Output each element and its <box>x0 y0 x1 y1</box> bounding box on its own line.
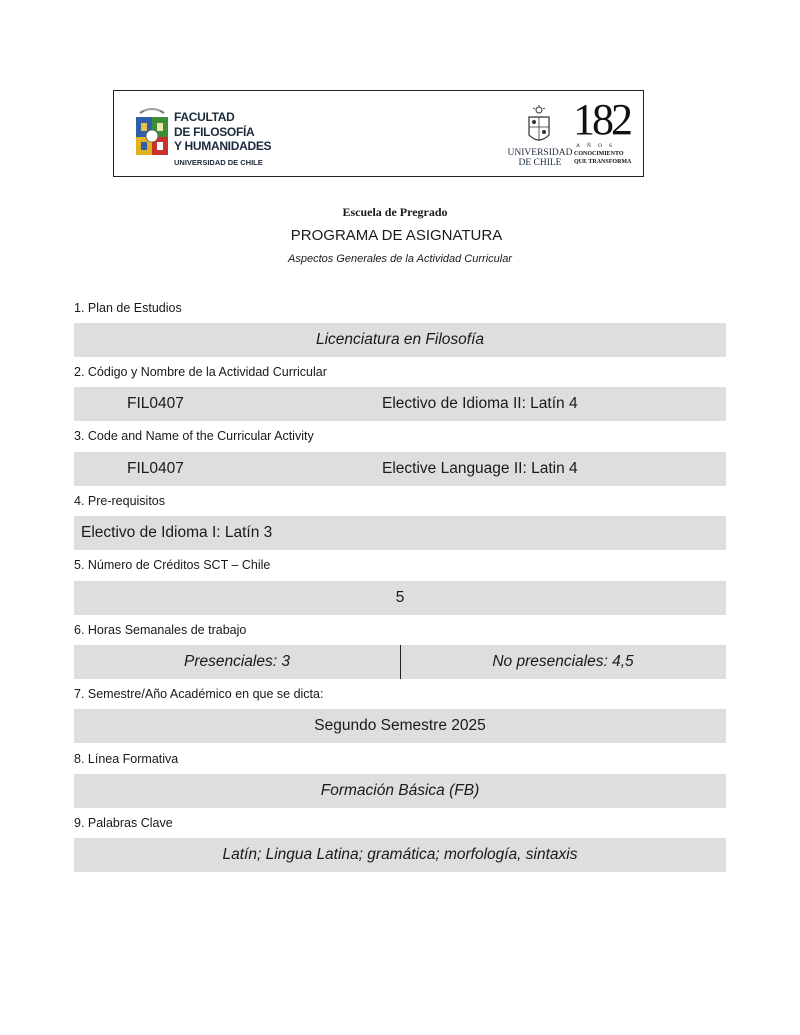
university-seal-icon <box>527 105 551 147</box>
tagline-line: CONOCIMIENTO <box>574 151 624 157</box>
horas-presenciales: Presenciales: 3 <box>184 653 290 670</box>
course-name-en: Elective Language II: Latin 4 <box>382 460 578 477</box>
university-line: DE CHILE <box>518 158 562 168</box>
document-subtitle: Aspectos Generales de la Actividad Curricular <box>288 253 512 265</box>
field-linea <box>74 774 726 808</box>
linea-value: Formación Básica (FB) <box>320 782 480 799</box>
faculty-name <box>174 110 271 170</box>
course-code-en: FIL0407 <box>127 460 184 477</box>
section-label-code-en: 3. Code and Name of the Curricular Activity <box>74 429 314 443</box>
section-label-plan: 1. Plan de Estudios <box>74 301 182 315</box>
document-title: PROGRAMA DE ASIGNATURA <box>290 227 503 244</box>
university-line: UNIVERSIDAD <box>507 148 573 158</box>
tagline-line: QUE TRANSFORMA <box>574 158 632 165</box>
section-label-codigo: 2. Código y Nombre de la Actividad Curricular <box>74 365 327 379</box>
faculty-line: DE FILOSOFÍA <box>174 124 255 139</box>
prerequisitos-value: Electivo de Idioma I: Latín 3 <box>81 524 273 541</box>
section-label-creditos: 5. Número de Créditos SCT – Chile <box>74 558 271 572</box>
field-creditos <box>74 581 726 615</box>
anniversary-tagline <box>574 151 631 166</box>
faculty-crest-icon <box>134 105 170 161</box>
creditos-value: 5 <box>395 589 405 606</box>
semestre-value: Segundo Semestre 2025 <box>314 717 486 734</box>
section-label-semestre: 7. Semestre/Año Académico en que se dicta: <box>74 687 324 701</box>
course-code: FIL0407 <box>127 395 184 412</box>
field-horas <box>74 645 726 679</box>
faculty-line: FACULTAD <box>174 110 235 124</box>
university-name <box>507 148 573 168</box>
anniversary-years: AÑOS <box>576 143 619 149</box>
faculty-line: Y HUMANIDADES <box>174 139 272 153</box>
field-palabras <box>74 838 726 872</box>
section-label-prerequisitos: 4. Pre-requisitos <box>74 494 166 508</box>
palabras-value: Latín; Lingua Latina; gramática; morfología, sintaxis <box>222 846 578 863</box>
anniversary-number: 182 <box>573 95 630 144</box>
faculty-university: UNIVERSIDAD DE CHILE <box>174 157 263 167</box>
plan-value: Licenciatura en Filosofía <box>315 331 484 348</box>
school-name: Escuela de Pregrado <box>342 205 448 219</box>
field-codigo <box>74 387 726 421</box>
section-label-horas: 6. Horas Semanales de trabajo <box>74 623 247 637</box>
field-prerequisitos <box>74 516 726 550</box>
section-label-palabras: 9. Palabras Clave <box>74 816 173 830</box>
field-semestre <box>74 709 726 743</box>
horas-no-presenciales: No presenciales: 4,5 <box>492 653 634 670</box>
field-plan <box>74 323 726 357</box>
course-name: Electivo de Idioma II: Latín 4 <box>382 395 578 412</box>
field-code-en <box>74 452 726 486</box>
header-logo-box <box>113 90 644 177</box>
section-label-linea: 8. Línea Formativa <box>74 752 179 766</box>
